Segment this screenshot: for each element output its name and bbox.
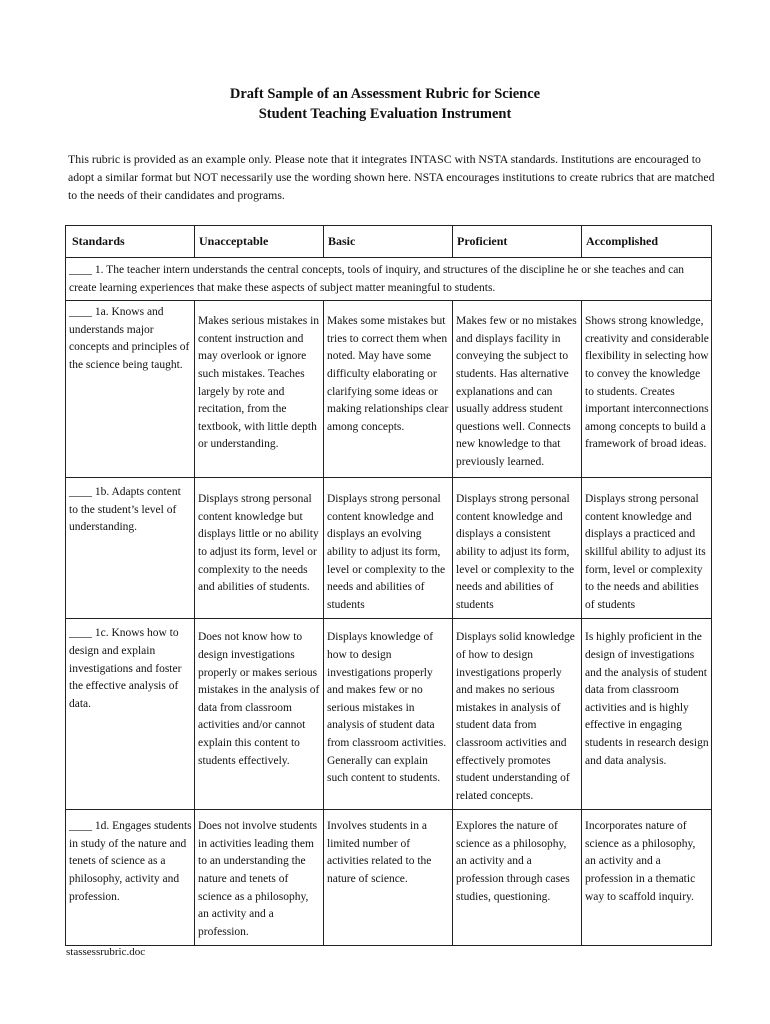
proficient-cell: Makes few or no mistakes and displays facility in conveying the subject to students. Has alternative explanations and can usually address student questions well. Connects new knowledge to that previously learned.: [453, 301, 582, 478]
header-row: [66, 226, 712, 258]
header-basic: Basic: [324, 226, 453, 258]
standard-1-row: [66, 258, 712, 301]
proficient-cell: Explores the nature of science as a philosophy, an activity and a profession through cases studies, questioning.: [453, 810, 582, 946]
table-row: [66, 810, 712, 946]
table-row: [66, 301, 712, 478]
unacceptable-cell: Displays strong personal content knowledge but displays little or no ability to adjust its form, level or complexity to the needs and abilities of students.: [195, 478, 324, 619]
footer-filename: stassessrubric.doc: [66, 946, 146, 958]
title-line-1: Draft Sample of an Assessment Rubric for Science: [229, 86, 541, 102]
table-row: [66, 478, 712, 619]
proficient-cell: Displays strong personal content knowledge and displays a consistent ability to adjust its form, level or complexity to the needs and abilities of students: [453, 478, 582, 619]
accomplished-cell: Displays strong personal content knowledge and displays a practiced and skillful ability to adjust its form, level or complexity to the needs and abilities of students: [582, 478, 712, 619]
standard-cell: ____ 1d. Engages students in study of the nature and tenets of science as a philosophy, activity and profession.: [66, 810, 195, 946]
standard-1-text: ____ 1. The teacher intern understands the central concepts, tools of inquiry, and structures of the discipline he or she teaches and can create learning experiences that make these aspects of subject matter meaningful to students.: [66, 258, 712, 301]
rubric-table: [65, 225, 712, 946]
title-line-2: Student Teaching Evaluation Instrument: [258, 106, 512, 122]
proficient-cell: Displays solid knowledge of how to design investigations properly and makes no serious mistakes in analysis of student data from classroom activities and effectively promotes student understanding of related concepts.: [453, 619, 582, 810]
header-accomplished: Accomplished: [582, 226, 712, 258]
header-proficient: Proficient: [453, 226, 582, 258]
unacceptable-cell: Does not know how to design investigations properly or makes serious mistakes in the analysis of data from classroom activities and/or cannot explain this content to students effectively.: [195, 619, 324, 810]
table-row: [66, 619, 712, 810]
basic-cell: Displays knowledge of how to design investigations properly and makes few or no serious mistakes in analysis of student data from classroom activities. Generally can explain such content to students.: [324, 619, 453, 810]
unacceptable-cell: Does not involve students in activities leading them to an understanding the nature and tenets of science as a philosophy, an activity and a profession.: [195, 810, 324, 946]
standard-cell: ____ 1b. Adapts content to the student’s level of understanding.: [66, 478, 195, 619]
standard-cell: ____ 1c. Knows how to design and explain investigations and foster the effective analysis of data.: [66, 619, 195, 810]
basic-cell: Makes some mistakes but tries to correct them when noted. May have some difficulty elaborating or clarifying some ideas or making relationships clear among concepts.: [324, 301, 453, 478]
document-title: [0, 84, 770, 124]
basic-cell: Involves students in a limited number of activities related to the nature of science.: [324, 810, 453, 946]
standard-cell: ____ 1a. Knows and understands major concepts and principles of the science being taught.: [66, 301, 195, 478]
header-standards: Standards: [66, 226, 195, 258]
basic-cell: Displays strong personal content knowledge and displays an evolving ability to adjust its form, level or complexity to the needs and abilities of students: [324, 478, 453, 619]
accomplished-cell: Incorporates nature of science as a philosophy, an activity and a profession in a thematic way to scaffold inquiry.: [582, 810, 712, 946]
header-unacceptable: Unacceptable: [195, 226, 324, 258]
intro-paragraph: This rubric is provided as an example only. Please note that it integrates INTASC with NSTA standards. Institutions are encouraged to adopt a similar format but NOT necessarily use the wording shown here. NSTA encourages institutions to create rubrics that are matched to the needs of their candidates and programs.: [68, 152, 715, 202]
unacceptable-cell: Makes serious mistakes in content instruction and may overlook or ignore such mistakes. Teaches largely by rote and recitation, from the textbook, with little depth or understanding.: [195, 301, 324, 478]
accomplished-cell: Is highly proficient in the design of investigations and the analysis of student data from classroom activities and is highly effective in engaging students in research design and data analysis.: [582, 619, 712, 810]
accomplished-cell: Shows strong knowledge, creativity and considerable flexibility in selecting how to convey the knowledge to students. Creates important interconnections among concepts to build a framework of broad ideas.: [582, 301, 712, 478]
